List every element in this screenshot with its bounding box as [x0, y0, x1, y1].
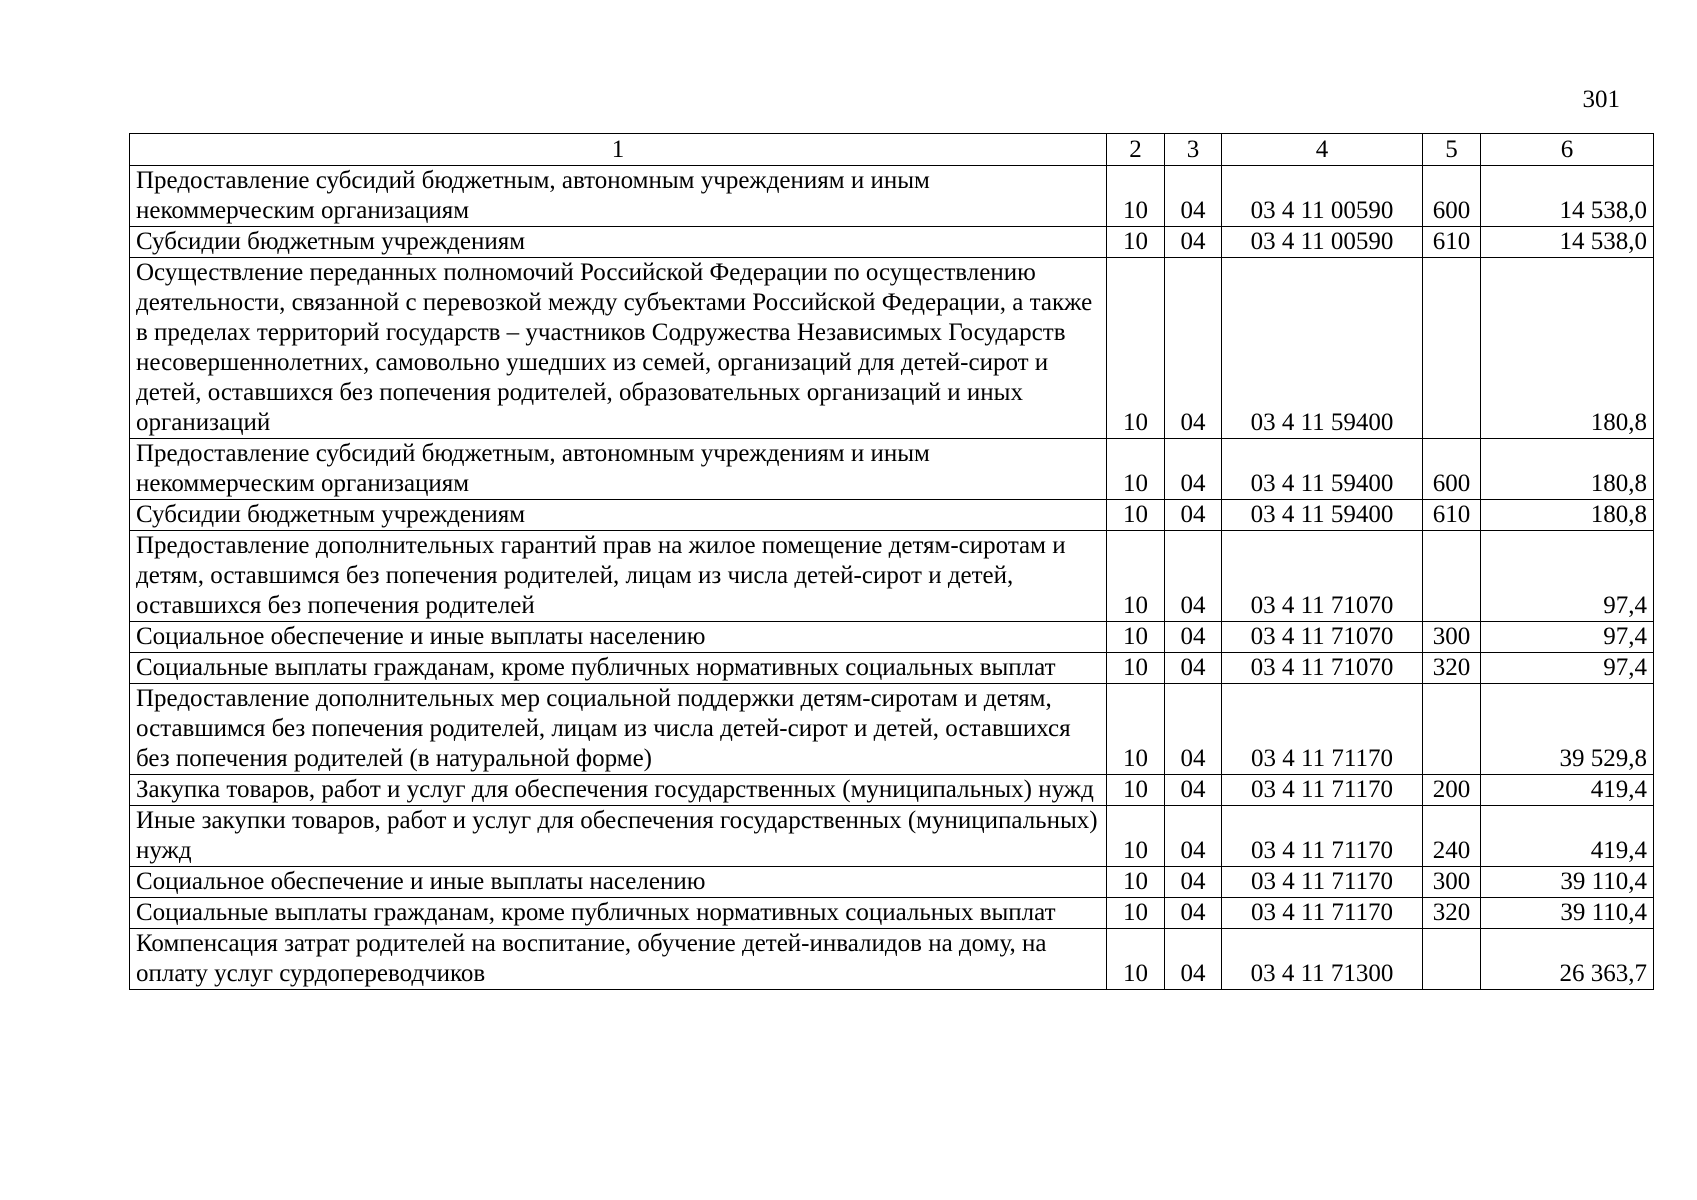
expense-type-code-cell: 300 — [1423, 622, 1481, 653]
section-code-cell: 10 — [1107, 500, 1165, 531]
column-header: 4 — [1222, 134, 1423, 166]
table-row — [130, 166, 1654, 227]
amount-cell: 14 538,0 — [1481, 227, 1654, 258]
amount-cell: 26 363,7 — [1481, 929, 1654, 990]
section-code-cell: 10 — [1107, 898, 1165, 929]
table-body — [130, 166, 1654, 990]
table-row — [130, 531, 1654, 622]
section-code-cell: 10 — [1107, 806, 1165, 867]
table-row — [130, 439, 1654, 500]
amount-cell: 14 538,0 — [1481, 166, 1654, 227]
target-article-code-cell: 03 4 11 59400 — [1222, 439, 1423, 500]
expense-type-code-cell: 600 — [1423, 439, 1481, 500]
amount-cell: 39 529,8 — [1481, 684, 1654, 775]
expense-type-code-cell: 610 — [1423, 500, 1481, 531]
table-row — [130, 867, 1654, 898]
row-name-cell: Социальные выплаты гражданам, кроме публичных нормативных социальных выплат — [130, 653, 1107, 684]
subsection-code-cell: 04 — [1165, 806, 1222, 867]
row-name-cell: Компенсация затрат родителей на воспитание, обучение детей-инвалидов на дому, на оплату услуг сурдопереводчиков — [130, 929, 1107, 990]
target-article-code-cell: 03 4 11 71070 — [1222, 653, 1423, 684]
row-name-cell: Предоставление субсидий бюджетным, автономным учреждениям и иным некоммерческим организациям — [130, 439, 1107, 500]
row-name-cell: Социальное обеспечение и иные выплаты населению — [130, 622, 1107, 653]
table-header-row — [130, 134, 1654, 166]
subsection-code-cell: 04 — [1165, 867, 1222, 898]
amount-cell: 39 110,4 — [1481, 898, 1654, 929]
row-name-cell: Предоставление дополнительных мер социальной поддержки детям-сиротам и детям, оставшимся без попечения родителей, лицам из числа детей-сирот и детей, оставшихся без попечения родителей (в натуральной форме) — [130, 684, 1107, 775]
column-header: 5 — [1423, 134, 1481, 166]
amount-cell: 180,8 — [1481, 439, 1654, 500]
target-article-code-cell: 03 4 11 71170 — [1222, 775, 1423, 806]
section-code-cell: 10 — [1107, 166, 1165, 227]
target-article-code-cell: 03 4 11 71300 — [1222, 929, 1423, 990]
amount-cell: 419,4 — [1481, 775, 1654, 806]
subsection-code-cell: 04 — [1165, 531, 1222, 622]
section-code-cell: 10 — [1107, 439, 1165, 500]
amount-cell: 97,4 — [1481, 653, 1654, 684]
section-code-cell: 10 — [1107, 622, 1165, 653]
table-row — [130, 929, 1654, 990]
section-code-cell: 10 — [1107, 258, 1165, 439]
row-name-cell: Субсидии бюджетным учреждениям — [130, 500, 1107, 531]
table-row — [130, 622, 1654, 653]
amount-cell: 180,8 — [1481, 500, 1654, 531]
row-name-cell: Предоставление дополнительных гарантий прав на жилое помещение детям-сиротам и детям, оставшимся без попечения родителей, лицам из числа детей-сирот и детей, оставшихся без попечения родителей — [130, 531, 1107, 622]
amount-cell: 180,8 — [1481, 258, 1654, 439]
row-name-cell: Субсидии бюджетным учреждениям — [130, 227, 1107, 258]
target-article-code-cell: 03 4 11 59400 — [1222, 258, 1423, 439]
row-name-cell: Закупка товаров, работ и услуг для обеспечения государственных (муниципальных) нужд — [130, 775, 1107, 806]
amount-cell: 97,4 — [1481, 531, 1654, 622]
expense-type-code-cell: 240 — [1423, 806, 1481, 867]
expense-type-code-cell: 600 — [1423, 166, 1481, 227]
section-code-cell: 10 — [1107, 684, 1165, 775]
section-code-cell: 10 — [1107, 929, 1165, 990]
expense-type-code-cell: 610 — [1423, 227, 1481, 258]
section-code-cell: 10 — [1107, 227, 1165, 258]
target-article-code-cell: 03 4 11 71170 — [1222, 898, 1423, 929]
target-article-code-cell: 03 4 11 71170 — [1222, 806, 1423, 867]
subsection-code-cell: 04 — [1165, 653, 1222, 684]
amount-cell: 39 110,4 — [1481, 867, 1654, 898]
table-row — [130, 258, 1654, 439]
row-name-cell: Иные закупки товаров, работ и услуг для обеспечения государственных (муниципальных) нужд — [130, 806, 1107, 867]
target-article-code-cell: 03 4 11 71170 — [1222, 867, 1423, 898]
expense-type-code-cell: 200 — [1423, 775, 1481, 806]
table-row — [130, 653, 1654, 684]
subsection-code-cell: 04 — [1165, 227, 1222, 258]
subsection-code-cell: 04 — [1165, 929, 1222, 990]
table-row — [130, 500, 1654, 531]
subsection-code-cell: 04 — [1165, 500, 1222, 531]
budget-table — [129, 133, 1654, 990]
column-header: 3 — [1165, 134, 1222, 166]
row-name-cell: Социальное обеспечение и иные выплаты населению — [130, 867, 1107, 898]
subsection-code-cell: 04 — [1165, 622, 1222, 653]
table-row — [130, 775, 1654, 806]
row-name-cell: Предоставление субсидий бюджетным, автономным учреждениям и иным некоммерческим организациям — [130, 166, 1107, 227]
target-article-code-cell: 03 4 11 00590 — [1222, 166, 1423, 227]
table-row — [130, 227, 1654, 258]
target-article-code-cell: 03 4 11 59400 — [1222, 500, 1423, 531]
section-code-cell: 10 — [1107, 867, 1165, 898]
expense-type-code-cell: 300 — [1423, 867, 1481, 898]
column-header: 1 — [130, 134, 1107, 166]
subsection-code-cell: 04 — [1165, 166, 1222, 227]
table-row — [130, 684, 1654, 775]
target-article-code-cell: 03 4 11 00590 — [1222, 227, 1423, 258]
expense-type-code-cell — [1423, 258, 1481, 439]
expense-type-code-cell — [1423, 929, 1481, 990]
subsection-code-cell: 04 — [1165, 439, 1222, 500]
row-name-cell: Социальные выплаты гражданам, кроме публичных нормативных социальных выплат — [130, 898, 1107, 929]
section-code-cell: 10 — [1107, 531, 1165, 622]
expense-type-code-cell — [1423, 684, 1481, 775]
section-code-cell: 10 — [1107, 775, 1165, 806]
expense-type-code-cell: 320 — [1423, 653, 1481, 684]
expense-type-code-cell: 320 — [1423, 898, 1481, 929]
amount-cell: 97,4 — [1481, 622, 1654, 653]
subsection-code-cell: 04 — [1165, 258, 1222, 439]
row-name-cell: Осуществление переданных полномочий Российской Федерации по осуществлению деятельности, связанной с перевозкой между субъектами Российской Федерации, а также в пределах территорий государств – участников Содружества Независимых Государств несовершеннолетних, самовольно ушедших из семей, организаций для детей-сирот и детей, оставшихся без попечения родителей, образовательных организаций и иных организаций — [130, 258, 1107, 439]
expense-type-code-cell — [1423, 531, 1481, 622]
target-article-code-cell: 03 4 11 71070 — [1222, 622, 1423, 653]
target-article-code-cell: 03 4 11 71070 — [1222, 531, 1423, 622]
table-row — [130, 898, 1654, 929]
table-row — [130, 806, 1654, 867]
subsection-code-cell: 04 — [1165, 898, 1222, 929]
target-article-code-cell: 03 4 11 71170 — [1222, 684, 1423, 775]
amount-cell: 419,4 — [1481, 806, 1654, 867]
subsection-code-cell: 04 — [1165, 775, 1222, 806]
subsection-code-cell: 04 — [1165, 684, 1222, 775]
column-header: 6 — [1481, 134, 1654, 166]
column-header: 2 — [1107, 134, 1165, 166]
page-number: 301 — [1582, 86, 1620, 113]
section-code-cell: 10 — [1107, 653, 1165, 684]
